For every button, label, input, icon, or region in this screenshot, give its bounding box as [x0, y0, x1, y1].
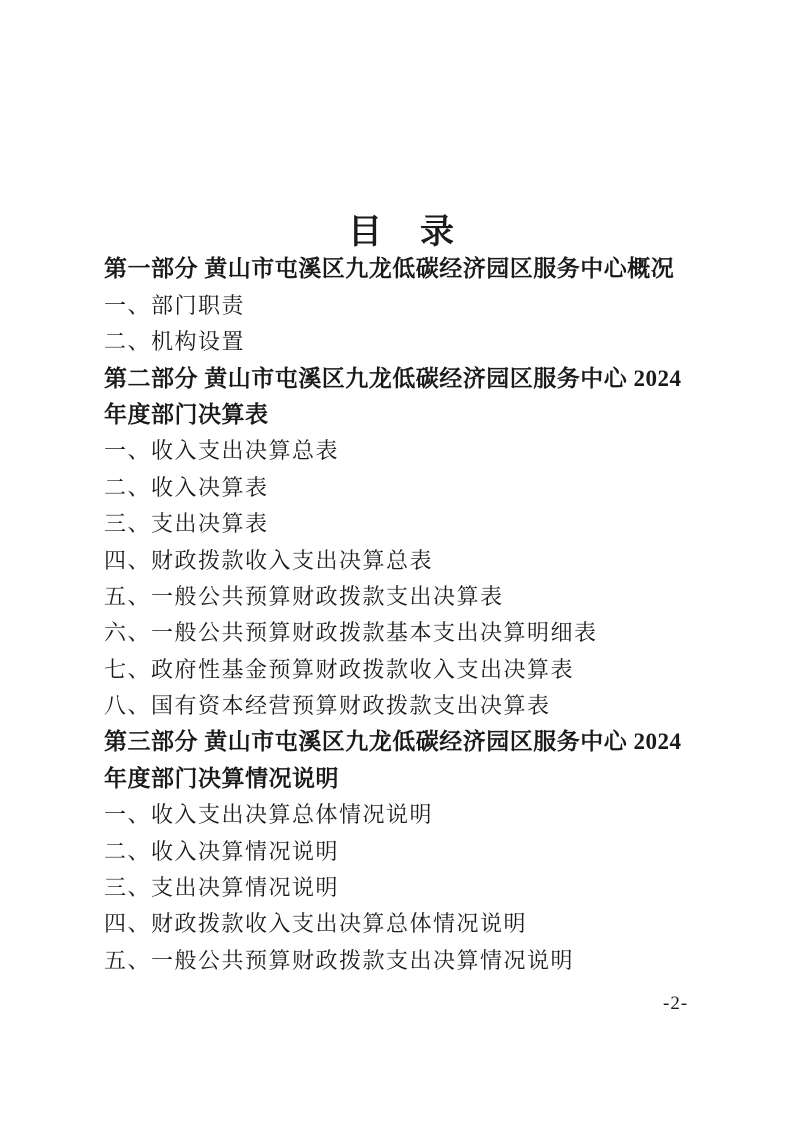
toc-item-2-8: 八、国有资本经营预算财政拨款支出决算表: [104, 693, 551, 719]
toc-item-3-3: 三、支出决算情况说明: [104, 875, 340, 901]
toc-item-3-2: 二、收入决算情况说明: [104, 838, 340, 864]
section-2-heading-line-2: 年度部门决算表: [104, 401, 269, 427]
section-3-heading-line-2: 年度部门决算情况说明: [104, 765, 339, 791]
page-title: 目 录: [348, 214, 456, 251]
toc-item-2-7: 七、政府性基金预算财政拨款收入支出决算表: [104, 656, 575, 682]
toc-item-1-2: 二、机构设置: [104, 329, 246, 355]
toc-item-2-5: 五、一般公共预算财政拨款支出决算表: [104, 583, 504, 609]
toc-item-3-5: 五、一般公共预算财政拨款支出决算情况说明: [104, 947, 575, 973]
toc-item-2-4: 四、财政拨款收入支出决算总表: [104, 547, 434, 573]
section-3-heading-line-1: 第三部分 黄山市屯溪区九龙低碳经济园区服务中心 2024: [104, 729, 682, 755]
toc-item-2-3: 三、支出决算表: [104, 511, 269, 537]
section-2-heading-line-1: 第二部分 黄山市屯溪区九龙低碳经济园区服务中心 2024: [104, 365, 682, 391]
section-1-heading: 第一部分 黄山市屯溪区九龙低碳经济园区服务中心概况: [104, 256, 675, 282]
toc-item-2-6: 六、一般公共预算财政拨款基本支出决算明细表: [104, 620, 598, 646]
toc-item-2-1: 一、收入支出决算总表: [104, 438, 340, 464]
toc-content: [104, 215, 700, 979]
toc-item-3-4: 四、财政拨款收入支出决算总体情况说明: [104, 911, 528, 937]
toc-item-3-1: 一、收入支出决算总体情况说明: [104, 802, 434, 828]
page-number: -2-: [663, 993, 689, 1014]
toc-item-2-2: 二、收入决算表: [104, 474, 269, 500]
toc-item-1-1: 一、部门职责: [104, 292, 246, 318]
